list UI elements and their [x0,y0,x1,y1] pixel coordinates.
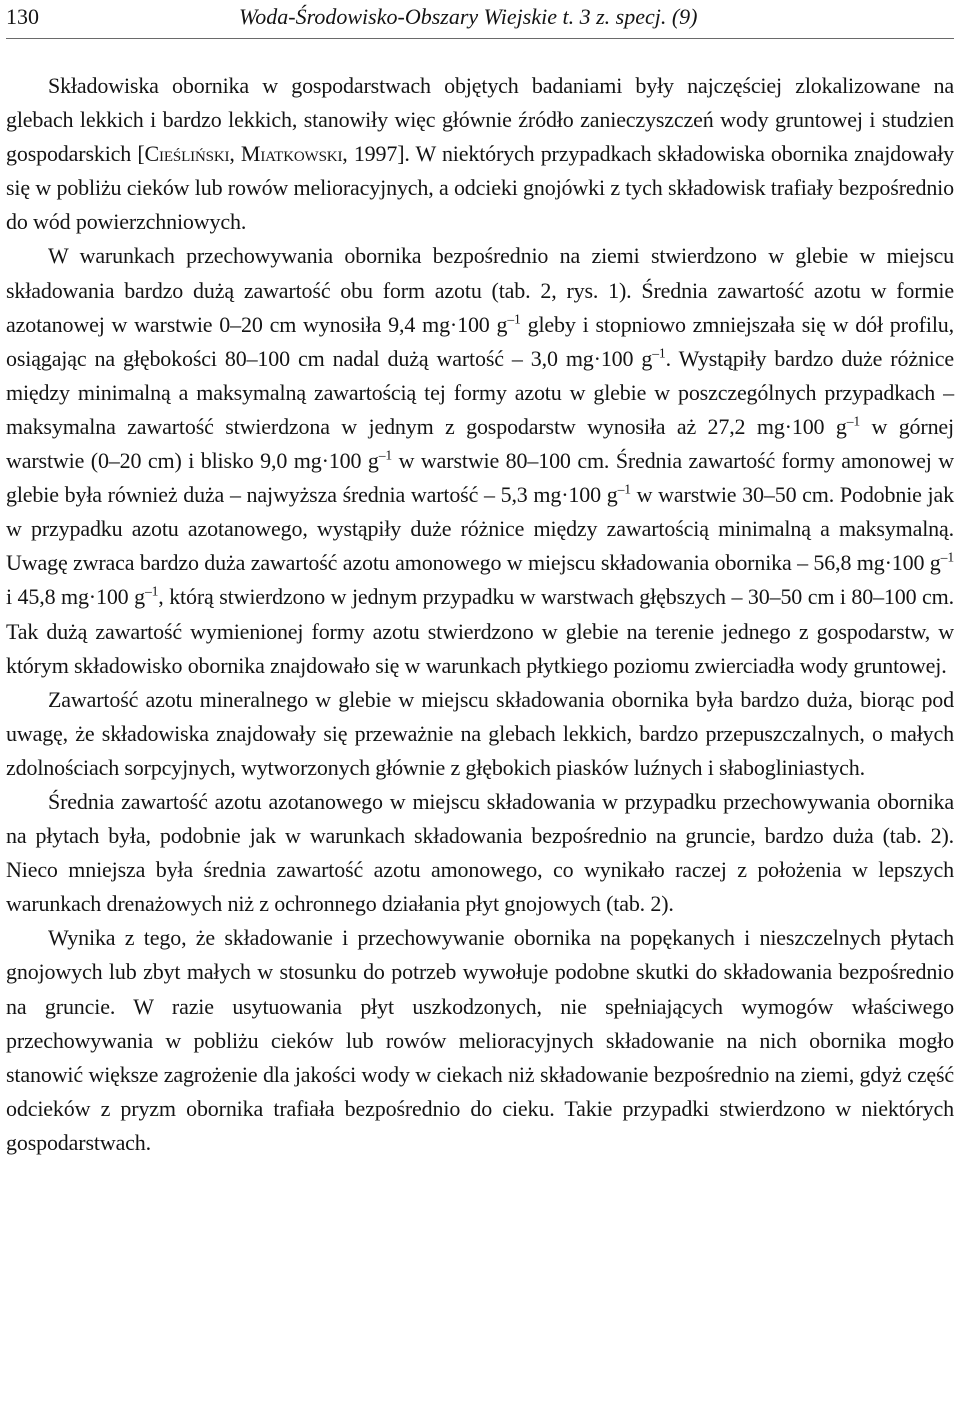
paragraph-2-segment: gleby i stopniowo zmniejszała się w dół profilu, osiągając na głębokości 80–100 cm nadal dużą wartość – 3,0 mg·100 g [6,311,954,371]
paragraph-2-segment: . Wystąpiły bardzo duże różnice między minimalną a maksymalną zawartością tej formy azotu w glebie w poszczególnych przypadkach – maksymalna zawartość stwierdzona w jednym z gospodarstw wynosiła aż 27,2 mg·100 g [6,345,954,439]
paragraph-4: Średnia zawartość azotu azotanowego w miejscu składowania w przypadku przechowywania obornika na płytach była, podobnie jak w warunkach składowania bezpośrednio na gruncie, bardzo duża (tab. 2). Nieco mniejsza była średnia zawartość azotu amonowego, co wynikało raczej z położenia w lepszych warunkach drenażowych niż z ochronnego działania płyt gnojowych (tab. 2). [6,788,954,917]
paragraph-1-text-start: Składowiska obornika w gospodarstwach objętych badaniami były najczęściej zlokalizowane na glebach lekkich i bardzo lekkich, stanowiły więc głównie źródło zanieczyszczeń wody gruntowej i studzien gospodarskich [ [6,73,954,167]
unit-exponent: –1 [617,481,631,497]
article-body [6,69,954,1160]
paragraph-5: Wynika z tego, że składowanie i przechowywanie obornika na popękanych i nieszczelnych płytach gnojowych lub zbyt małych w stosunku do potrzeb wywołuje podobne skutki do składowania bezpośrednio na gruncie. W razie usytuowania płyt uszkodzonych, nie spełniających wymogów właściwego przechowywania w pobliżu cieków lub rowów melioracyjnych składowanie na nich obornika mogło stanowić większe zagrożenie dla jakości wody w ciekach niż składowanie bezpośrednio na ziemi, gdyż część odcieków z pryzm obornika trafiała bezpośrednio do cieku. Takie przypadki stwierdzono w niektórych gospodarstwach. [6,925,954,1155]
unit-exponent: –1 [652,345,666,361]
paragraph-2-segment: w warstwie 30–50 cm. Podobnie jak w przypadku azotu azotanowego, wystąpiły duże różnice między zawartością minimalną a maksymalną. Uwagę zwraca bardzo duża zawartość azotu amonowego w miejscu składowania obornika – 56,8 mg·100 g [6,482,954,576]
paragraph-2-segment: , którą stwierdzono w jednym przypadku w warstwach głębszych – 30–50 cm i 80–100 cm. Tak dużą zawartość wymienionej formy azotu stwierdzono w glebie na terenie jednego z gospodarstw, w którym składowisko obornika znajdowało się w warunkach płytkiego poziomu zwierciadła wody gruntowej. [6,584,954,678]
unit-exponent: –1 [378,447,393,463]
citation-author-1: Cieśliński [144,141,230,167]
running-head: Woda-Środowisko-Obszary Wiejskie t. 3 z. specj. (9) [239,4,698,29]
citation-author-2: Miatkowski [240,141,343,167]
paragraph-2-segment: i 45,8 mg·100 g [6,584,145,610]
unit-exponent: –1 [144,583,159,599]
paragraph-2-segment: w warstwie 80–100 cm. Średnia zawartość formy amonowej w glebie była również duża – najwyższa średnia wartość – 5,3 mg·100 g [6,448,954,508]
unit-exponent: –1 [940,549,954,565]
unit-exponent: –1 [846,413,861,429]
paragraph-1 [6,69,954,239]
paragraph-2-segment: W warunkach przechowywania obornika bezpośrednio na ziemi stwierdzono w glebie w miejscu składowania bardzo dużą zawartość obu form azotu (tab. 2, rys. 1). Średnia zawartość azotu w formie azotanowej w warstwie 0–20 cm wynosiła 9,4 mg·100 g [6,243,954,337]
paragraph-3: Zawartość azotu mineralnego w glebie w miejscu składowania obornika była bardzo duża, biorąc pod uwagę, że składowiska znajdowały się przeważnie na glebach lekkich, bardzo przepuszczalnych, o małych zdolnościach sorpcyjnych, wytworzonych głównie z głębokich piasków luźnych i słabogliniastych. [6,686,954,780]
unit-exponent: –1 [507,311,521,327]
paragraph-1-text-end: , 1997]. W niektórych przypadkach składowiska obornika znajdowały się w pobliżu cieków lub rowów melioracyjnych, a odcieki gnojówki z tych składowisk trafiały bezpośrednio do wód powierzchniowych. [6,141,955,235]
citation-separator: , [229,141,241,167]
paragraph-2 [6,239,954,682]
page-number: 130 [6,4,39,29]
page-header [6,0,954,39]
paragraph-2-segment: w górnej warstwie (0–20 cm) i blisko 9,0 mg·100 g [6,413,954,474]
